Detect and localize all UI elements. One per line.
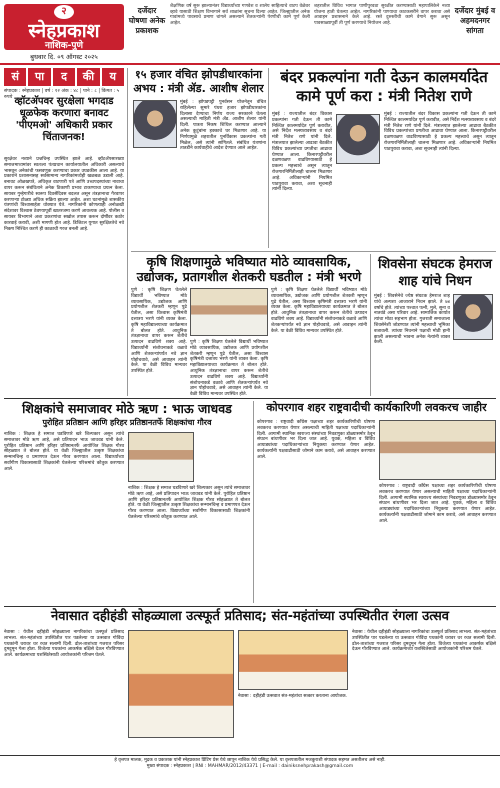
section-rule: [131, 251, 496, 252]
shivsena-body: मुंबई : शिवसेनेचे ज्येष्ठ संघटक हेमराज शाह यांचे अल्पशा आजाराने निधन झाले. ते ७४ वर्षांचे होते. त्यांच्या पश्चात पत्नी, मुले, सुना व नातवंडे असा परिवार आहे. सामाजिक कार्यात त्यांचा मोठा सहभाग होता. गुजराती समाजाला शिवसेनेशी जोडण्यात त्यांनी महत्त्वाची भूमिका बजावली. त्यांच्या निधनाने पक्षाची मोठी हानी झाली असल्याची भावना अनेक नेत्यांनी व्यक्त केली.: [374, 294, 450, 346]
nevasa-body-cont: नेवासा : येथील दहीहंडी सोहळ्याला नागरिकांचा उत्स्फूर्त प्रतिसाद लाभला. संत-महंतांच्या उपस्थितीत पार पडलेल्या या उत्सवात गोविंदा पथकांनी थरावर थर रचत सलामी दिली. ढोल-ताशांच्या गजरात परिसर दुमदुमून गेला होता. विजेत्या पथकांना आकर्षक बक्षिसे देऊन गौरविण्यात आले. कार्यक्रमाच्या यशस्वितेसाठी आयोजकांनी परिश्रम घेतले.: [352, 630, 496, 653]
column-divider: [370, 254, 371, 396]
editorial-letter: द: [53, 68, 75, 86]
ncp-photo: [379, 420, 496, 480]
nevasa-body: नेवासा : येथील दहीहंडी सोहळ्याला नागरिकांचा उत्स्फूर्त प्रतिसाद लाभला. संत-महंतांच्या उपस्थितीत पार पडलेल्या या उत्सवात गोविंदा पथकांनी थरावर थर रचत सलामी दिली. ढोल-ताशांच्या गजरात परिसर दुमदुमून गेला होता. विजेत्या पथकांना आकर्षक बक्षिसे देऊन गौरविण्यात आले. कार्यक्रमाच्या यशस्वितेसाठी आयोजकांनी परिश्रम घेतले.: [4, 630, 124, 659]
section-rule: [4, 606, 496, 607]
column-divider: [253, 401, 254, 603]
nevasa-headline: नेवासात दहीहंडी सोहळ्याला उत्स्फूर्त प्रतिसाद; संत-महंतांच्या उपस्थितीत रंगला उत्सव: [51, 609, 449, 624]
editorial-meta: संपादक : स्नेहप्रकाश | वर्ष : १२ अंक : ४८ | पाने : ८ | किंमत : ५ रुपये: [4, 89, 120, 100]
section-rule: [4, 398, 496, 399]
agri-photo: [190, 288, 268, 336]
editorial-headline: व्हॉटअ‍ॅपवर सुरक्षेला भगदाड धूळफेक करणारा बनावट 'पीएमओ' अधिकारी प्रकार चिंताजनक!: [14, 96, 114, 143]
imprint-line-2: मुख्य संपादक : स्नेहप्रकाश | RNI : MAHMAR/2012/43371 | E-mail : dainiksnehprakash@gmail.com: [146, 764, 354, 769]
column-divider: [268, 68, 269, 248]
rane-body-cont: मुंबई : राज्यातील बंदर विकास प्रकल्पांना गती देऊन ती कामे निश्चित कालमर्यादेत पूर्ण करावीत, असे निर्देश मत्स्यव्यवसाय व बंदरे मंत्री नितेश राणे यांनी दिले. मंत्रालयात झालेल्या आढावा बैठकीत विविध प्रकल्पांच्या प्रगतीचा आढावा घेण्यात आला. किनारपट्टीवरील दळणवळण वाढविण्यासाठी हे प्रकल्प महत्त्वाचे असून त्यातून रोजगारनिर्मितीलाही चालना मिळणार आहे. अधिकाऱ्यांनी नियमित पाठपुरावा करावा, अशा सूचनाही त्यांनी दिल्या.: [384, 112, 496, 152]
issue-date: बुधवार दि. ०९ ऑगस्ट २०२५: [30, 53, 98, 61]
editorial-letter: की: [77, 68, 99, 86]
column-divider: [127, 68, 128, 396]
shelar-photo: [133, 100, 177, 148]
agri-headline: कृषि शिक्षणामुळे भविष्यात मोठे व्यावसायिक, उद्योजक, प्रतागशील शेतकरी घडतील : मंत्री भरणे: [136, 254, 362, 284]
editorial-letter: सं: [4, 68, 26, 86]
shivsena-photo: [453, 294, 493, 340]
shelar-headline: १५ हजार वंचित झोपडीधारकांना अभय : मंत्री ॲड. आशीष शेलार: [133, 68, 264, 95]
shelar-body: मुंबई : झोपडपट्टी पुनर्वसन योजनेतून वंचित राहिलेल्या सुमारे पंधरा हजार झोपडीधारकांना दिलासा देण्याचा निर्णय राज्य सरकारने घेतला असल्याची माहिती मंत्री ॲड. आशीष शेलार यांनी दिली. पात्रता निकष शिथिल करण्यात आल्याने अनेक कुटुंबांना हक्काचे घर मिळणार आहे. या निर्णयामुळे शहरातील पुनर्विकास प्रकल्पांना गती मिळेल, असे त्यांनी सांगितले. संबंधित यंत्रणांना तातडीने कार्यवाहीचे आदेश देण्यात आले आहेत.: [180, 100, 266, 152]
editorial-body: सुरक्षेवर नव्याने प्रश्नचिन्ह उपस्थित झाले आहे. व्हॉटअ‍ॅपसारख्या समाजमाध्यमांवर स्वतःला पंतप्रधान कार्यालयातील अधिकारी असल्याचे भासवून अनेकांची फसवणूक करण्याचा प्रकार उघडकीस आला आहे. या प्रकाराने प्रशासनासह सर्वसामान्य नागरिकांमध्येही खळबळ उडाली आहे. बनावट ओळखपत्रे, अधिकृत वाटणारी पत्रे आणि उच्चपदस्थांच्या नावाचा वापर करून संबंधिताने अनेक ठिकाणी प्रभाव टाकण्याचा प्रयत्न केला. सायबर गुन्हेगारीचे स्वरूप दिवसेंदिवस बदलत असून तंत्रज्ञानाचा गैरवापर करणाऱ्या टोळ्या अधिक सक्रिय झाल्या आहेत. अशा घटनांमुळे शासकीय यंत्रणांची विश्वासार्हता धोक्यात येते. नागरिकांनी कोणत्याही अनोळखी संदेशावर विश्वास ठेवण्यापूर्वी खातरजमा करणे आवश्यक आहे. पोलीस व सायबर विभागाने अशा प्रकरणांचा सखोल तपास करून दोषींवर कठोर कारवाई करावी, अशी मागणी होत आहे. डिजिटल युगात सुरक्षिततेचे नवे निकष निश्चित करणे ही काळाची गरज बनली आहे.: [4, 157, 124, 232]
agri-body: पुणे : कृषि शिक्षण घेतलेले विद्यार्थी भविष्यात मोठे व्यावसायिक, उद्योजक आणि प्रयोगशील शेतकरी म्हणून पुढे येतील, असा विश्वास कृषिमंत्री दत्तात्रय भरणे यांनी व्यक्त केला. कृषि महाविद्यालयाच्या कार्यक्रमात ते बोलत होते. आधुनिक तंत्रज्ञानाचा वापर करून शेतीचे उत्पादन वाढविणे शक्य आहे. विद्यार्थ्यांनी संशोधनाकडे वळावे आणि शेतकऱ्यांपर्यंत नवे ज्ञान पोहोचवावे, असे आवाहन त्यांनी केले. या वेळी विविध मान्यवर उपस्थित होते.: [131, 288, 187, 375]
rane-body: मुंबई : राज्यातील बंदर विकास प्रकल्पांना गती देऊन ती कामे निश्चित कालमर्यादेत पूर्ण करावीत, असे निर्देश मत्स्यव्यवसाय व बंदरे मंत्री नितेश राणे यांनी दिले. मंत्रालयात झालेल्या आढावा बैठकीत विविध प्रकल्पांच्या प्रगतीचा आढावा घेण्यात आला. किनारपट्टीवरील दळणवळण वाढविण्यासाठी हे प्रकल्प महत्त्वाचे असून त्यातून रोजगारनिर्मितीलाही चालना मिळणार आहे. अधिकाऱ्यांनी नियमित पाठपुरावा करावा, अशा सूचनाही त्यांनी दिल्या.: [272, 112, 332, 193]
masthead-rule: [0, 63, 500, 65]
footer-rule: [0, 755, 500, 756]
masthead-tagline-left: दर्जेदार घोषणा अनेक प्रकाशक: [128, 6, 166, 35]
teachers-photo: [128, 432, 194, 482]
masthead-logo: [4, 4, 124, 50]
ncp-headline: कोपरगाव शहर राष्ट्रवादीची कार्यकारिणी लवकरच जाहीर: [266, 401, 487, 414]
masthead: [0, 0, 500, 63]
newspaper-title: स्नेहप्रकाश: [28, 20, 100, 42]
editorial-letter: पा: [28, 68, 50, 86]
masthead-tagline-right: दर्जेदार मुंबई व अहमदनगर सांगता: [454, 6, 496, 35]
agri-body-right: पुणे : कृषि शिक्षण घेतलेले विद्यार्थी भविष्यात मोठे व्यावसायिक, उद्योजक आणि प्रयोगशील शेतकरी म्हणून पुढे येतील, असा विश्वास कृषिमंत्री दत्तात्रय भरणे यांनी व्यक्त केला. कृषि महाविद्यालयाच्या कार्यक्रमात ते बोलत होते. आधुनिक तंत्रज्ञानाचा वापर करून शेतीचे उत्पादन वाढविणे शक्य आहे. विद्यार्थ्यांनी संशोधनाकडे वळावे आणि शेतकऱ्यांपर्यंत नवे ज्ञान पोहोचवावे, असे आवाहन त्यांनी केले. या वेळी विविध मान्यवर उपस्थित होते.: [271, 288, 367, 334]
editorial-label: [4, 68, 124, 86]
ncp-body: कोपरगाव : राष्ट्रवादी काँग्रेस पक्षाच्या शहर कार्यकारिणीची घोषणा लवकरच करण्यात येणार असल्याची माहिती पक्षाच्या पदाधिकाऱ्यांनी दिली. आगामी स्थानिक स्वराज्य संस्थांच्या निवडणुका डोळ्यासमोर ठेवून संघटन बांधणीवर भर दिला जात आहे. युवक, महिला व विविध आघाड्यांच्या पदाधिकाऱ्यांच्या नियुक्त्या करण्यात येणार आहेत. कार्यकर्त्यांनी पक्षवाढीसाठी जोमाने काम करावे, असे आवाहन करण्यात आले.: [257, 420, 375, 460]
teachers-body: नाशिक : शिक्षक हे समाज घडविणारे खरे शिल्पकार असून त्यांचे समाजावर मोठे ऋण आहे, असे प्रतिपादन भाऊ जाधवड यांनी केले. पुरोहित प्रतिष्ठान आणि हरिहर प्रतिष्ठानतर्फे आयोजित शिक्षक गौरव सोहळ्यात ते बोलत होते. या वेळी जिल्ह्यातील उत्कृष्ट शिक्षकांचा सन्मानचिन्ह व प्रमाणपत्र देऊन गौरव करण्यात आला. विद्यार्थ्यांच्या सर्वांगीण विकासासाठी शिक्षकांनी घेतलेल्या परिश्रमांचे कौतुक करण्यात आले.: [4, 432, 124, 472]
agri-body-cont: पुणे : कृषि शिक्षण घेतलेले विद्यार्थी भविष्यात मोठे व्यावसायिक, उद्योजक आणि प्रयोगशील शेतकरी म्हणून पुढे येतील, असा विश्वास कृषिमंत्री दत्तात्रय भरणे यांनी व्यक्त केला. कृषि महाविद्यालयाच्या कार्यक्रमात ते बोलत होते. आधुनिक तंत्रज्ञानाचा वापर करून शेतीचे उत्पादन वाढविणे शक्य आहे. विद्यार्थ्यांनी संशोधनाकडे वळावे आणि शेतकऱ्यांपर्यंत नवे ज्ञान पोहोचवावे, असे आवाहन त्यांनी केले. या वेळी विविध मान्यवर उपस्थित होते.: [190, 340, 268, 398]
nevasa-caption: नेवासा : दहीहंडी उत्सवात संत-महंतांचा सत्कार करताना आयोजक.: [238, 694, 348, 699]
rane-photo: [336, 114, 380, 164]
teachers-subhead: पुरोहित प्रतिष्ठान आणि हरिहर प्रतिष्ठानतर्फे शिक्षकांचा गौरव: [42, 418, 212, 427]
top-brief-2: शहरातील विविध भागात पाणीपुरवठा सुरळीत करण्यासाठी महापालिकेने नव्या योजना हाती घेतल्या आहेत. नागरिकांनी पाण्याचा काटकसरीने वापर करावा असे आवाहन प्रशासनाने केले आहे. रस्ते दुरुस्तीची कामे वेगाने सुरू असून पावसाळ्यापूर्वी ती पूर्ण करण्याचे नियोजन आहे.: [314, 4, 450, 27]
imprint-line-1: हे वृत्तपत्र मालक, मुद्रक व प्रकाशक यांनी स्नेहप्रकाश प्रिंटिंग प्रेस येथे छापून नाशिक येथे प्रसिद्ध केले. या वृत्तपत्रातील मजकुराशी संपादक सहमत असतीलच असे नाही.: [114, 758, 386, 763]
edition-city: नाशिक-पुणे: [44, 41, 84, 51]
teachers-body-cont: नाशिक : शिक्षक हे समाज घडविणारे खरे शिल्पकार असून त्यांचे समाजावर मोठे ऋण आहे, असे प्रतिपादन भाऊ जाधवड यांनी केले. पुरोहित प्रतिष्ठान आणि हरिहर प्रतिष्ठानतर्फे आयोजित शिक्षक गौरव सोहळ्यात ते बोलत होते. या वेळी जिल्ह्यातील उत्कृष्ट शिक्षकांचा सन्मानचिन्ह व प्रमाणपत्र देऊन गौरव करण्यात आला. विद्यार्थ्यांच्या सर्वांगीण विकासासाठी शिक्षकांनी घेतलेल्या परिश्रमांचे कौतुक करण्यात आले.: [128, 486, 250, 520]
editorial-letter: य: [102, 68, 124, 86]
ncp-body-cont: कोपरगाव : राष्ट्रवादी काँग्रेस पक्षाच्या शहर कार्यकारिणीची घोषणा लवकरच करण्यात येणार असल्याची माहिती पक्षाच्या पदाधिकाऱ्यांनी दिली. आगामी स्थानिक स्वराज्य संस्थांच्या निवडणुका डोळ्यासमोर ठेवून संघटन बांधणीवर भर दिला जात आहे. युवक, महिला व विविध आघाड्यांच्या पदाधिकाऱ्यांच्या नियुक्त्या करण्यात येणार आहेत. कार्यकर्त्यांनी पक्षवाढीसाठी जोमाने काम करावे, असे आवाहन करण्यात आले.: [379, 484, 496, 524]
teachers-headline: शिक्षकांचे समाजावर मोठे ऋण : भाऊ जाधवड: [22, 401, 232, 416]
nevasa-photo-2: [238, 630, 348, 690]
imprint-footer: [4, 758, 496, 770]
rane-headline: बंदर प्रकल्पांना गती देऊन कालमर्यादेत कामे पूर्ण करा : मंत्री नितेश राणे: [280, 68, 488, 105]
issue-number: २: [54, 5, 74, 19]
shivsena-headline: शिवसेना संघटक हेमराज शाह यांचे निधन: [378, 257, 492, 289]
top-brief-1: शैक्षणिक वर्ष सुरू झाल्यानंतर विद्यार्थ्यांच्या गणवेश व शालेय साहित्याचे वाटप वेळेवर व्हावे यासाठी शिक्षण विभागाने सर्व शाळांना सूचना दिल्या आहेत. जिल्ह्यातील अनेक गावांमध्ये पावसाचे प्रमाण चांगले असल्याने शेतकऱ्यांनी पेरणीची कामे पूर्ण केली आहेत.: [170, 4, 310, 27]
nevasa-photo: [128, 630, 234, 738]
